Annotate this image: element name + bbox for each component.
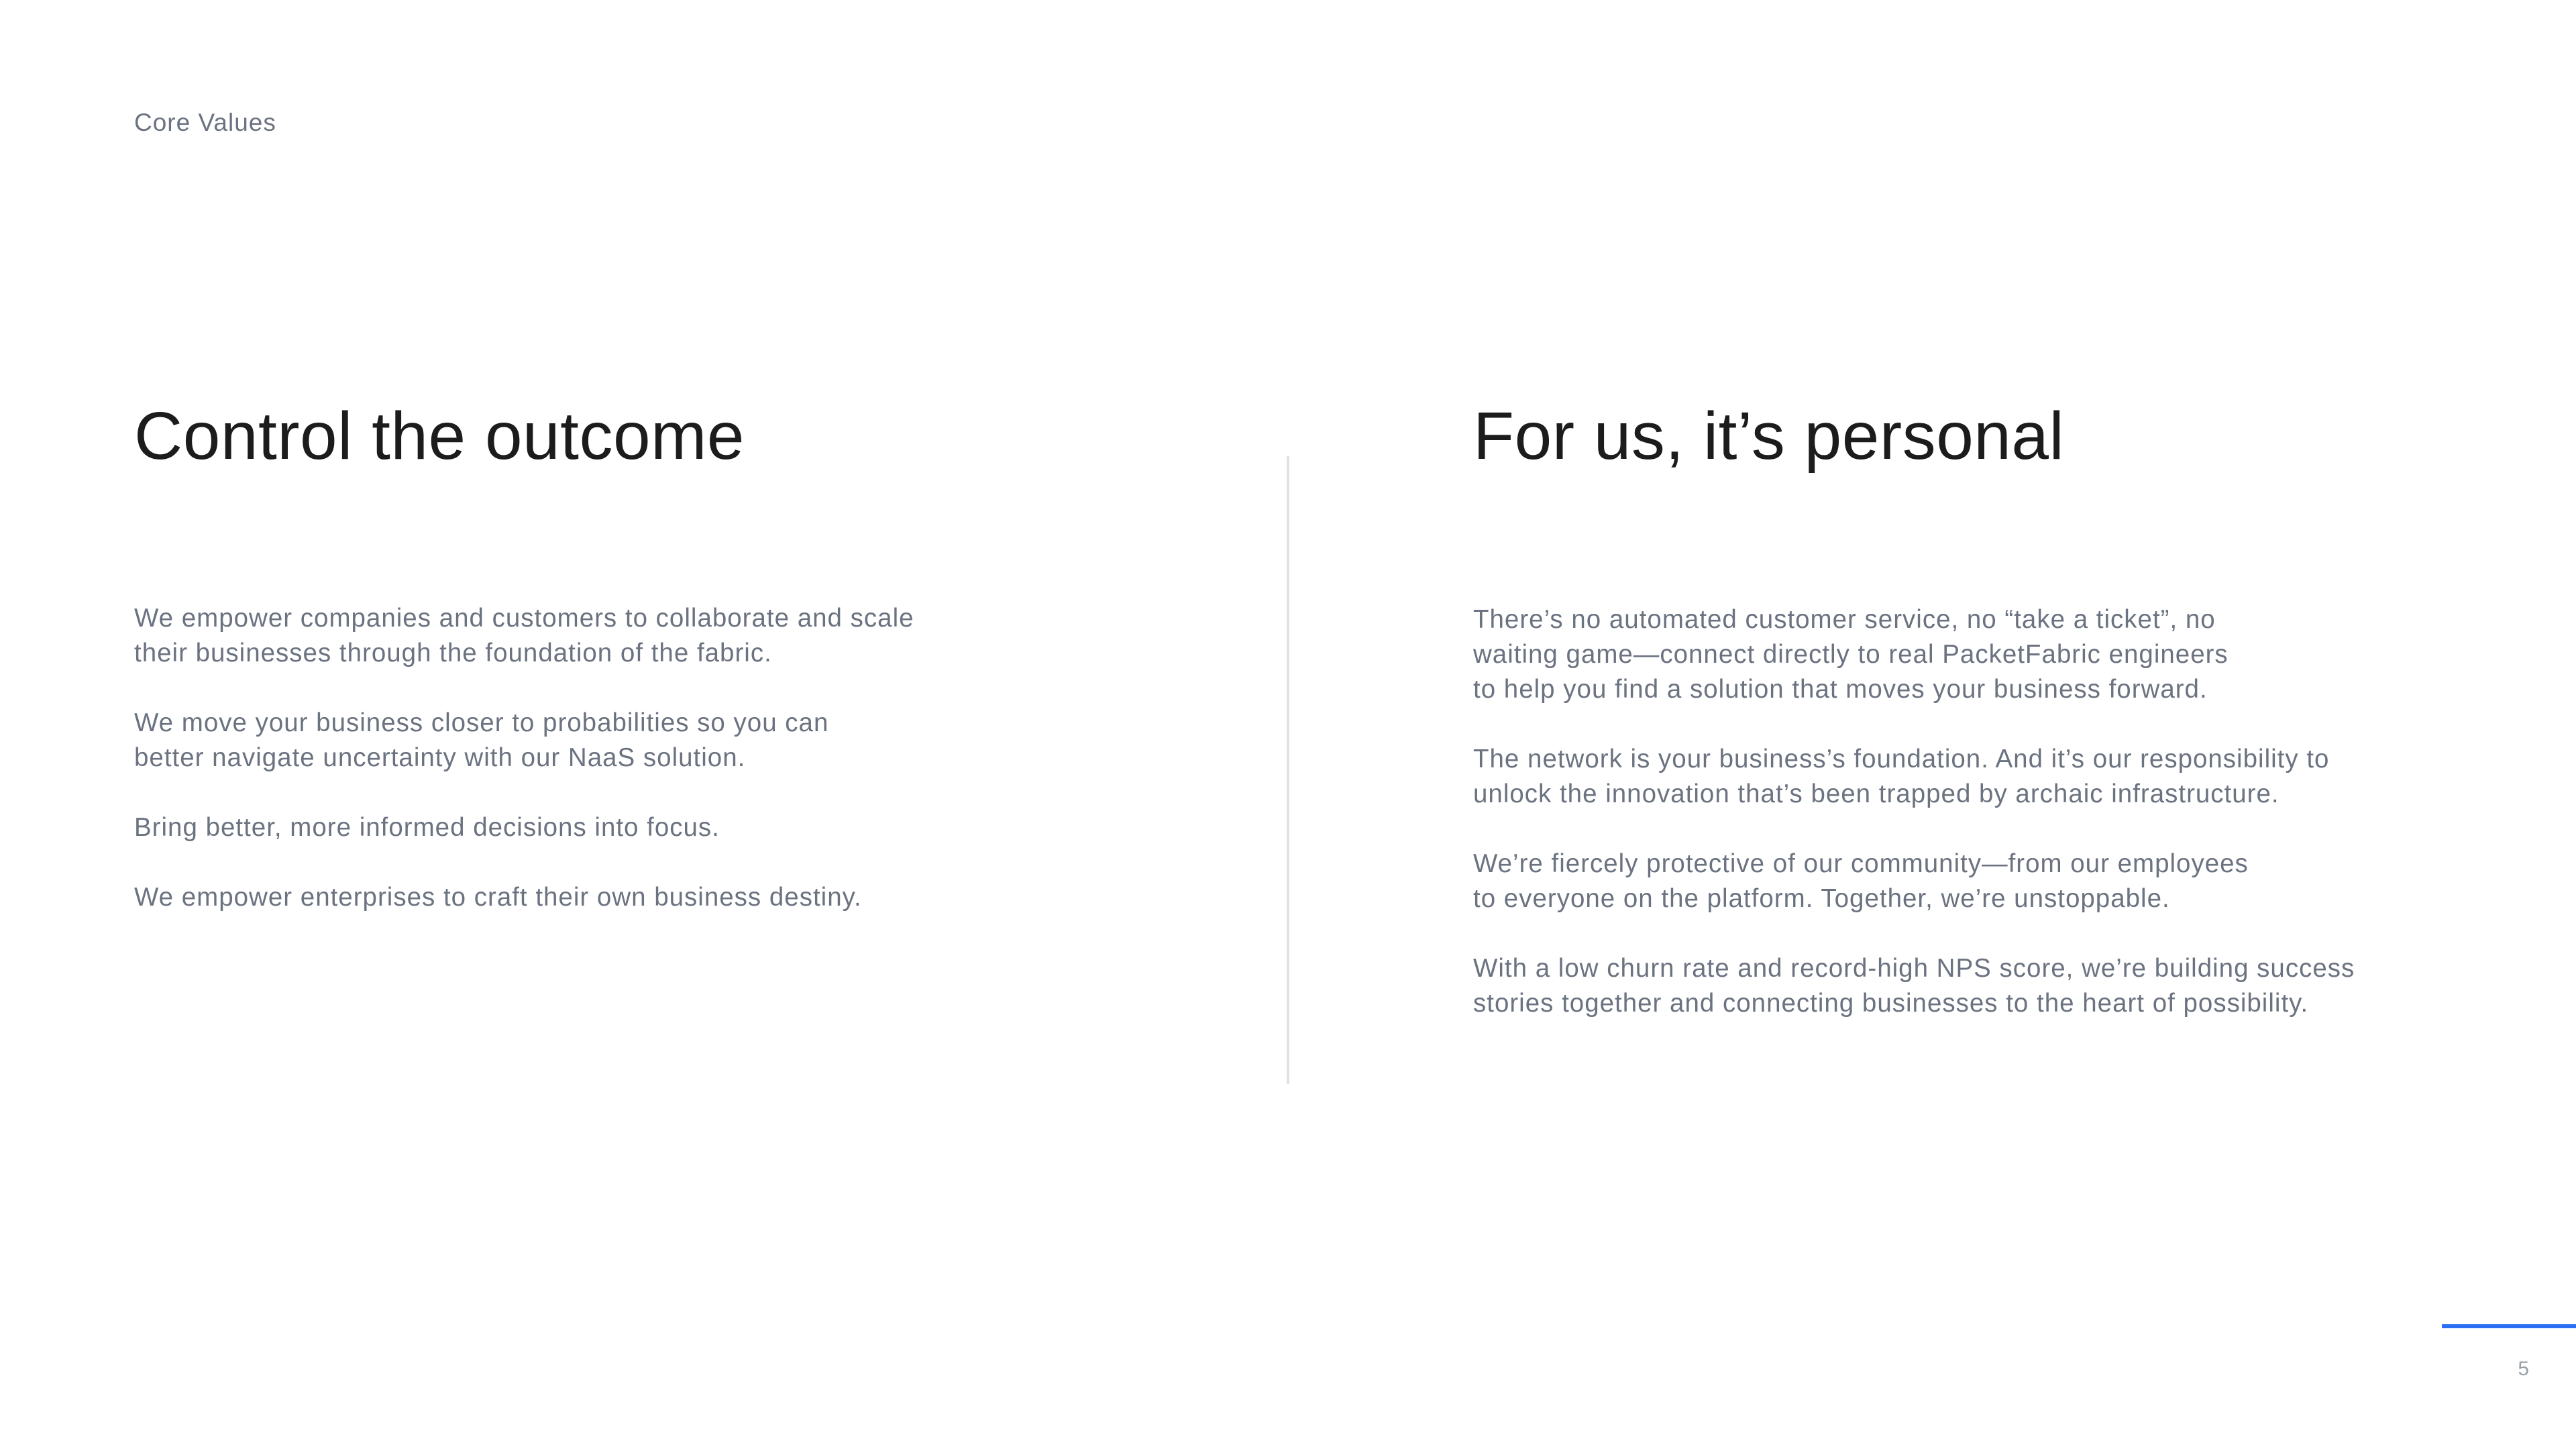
left-column-title: Control the outcome	[134, 398, 745, 474]
paragraph-line: We empower enterprises to craft their own business destiny.	[134, 883, 862, 912]
paragraph-line: unlock the innovation that’s been trapped by archaic infrastructure.	[1473, 780, 2279, 808]
left-paragraph	[134, 706, 1140, 775]
paragraph-line: The network is your business’s foundation. And it’s our responsibility to	[1473, 745, 2330, 773]
accent-line	[2442, 1324, 2576, 1328]
right-paragraph	[1473, 602, 2479, 707]
paragraph-line: With a low churn rate and record-high NPS score, we’re building success	[1473, 954, 2355, 983]
paragraph-line: Bring better, more informed decisions into focus.	[134, 813, 720, 842]
left-paragraph	[134, 880, 1140, 915]
right-column	[1473, 396, 2479, 1018]
page-number: 5	[2518, 1358, 2529, 1380]
left-column-body	[134, 601, 1140, 950]
right-paragraph	[1473, 951, 2479, 1021]
paragraph-line: stories together and connecting businesses to the heart of possibility.	[1473, 989, 2309, 1018]
paragraph-line: We move your business closer to probabilities so you can	[134, 708, 829, 737]
paragraph-line: There’s no automated customer service, no “take a ticket”, no	[1473, 605, 2216, 634]
paragraph-line: better navigate uncertainty with our NaaS solution.	[134, 743, 746, 772]
left-column	[134, 396, 1140, 912]
paragraph-line: to everyone on the platform. Together, we’re unstoppable.	[1473, 884, 2170, 913]
right-column-body	[1473, 602, 2479, 1056]
right-paragraph	[1473, 742, 2479, 812]
column-divider	[1287, 456, 1289, 1084]
right-paragraph	[1473, 847, 2479, 916]
paragraph-line: waiting game—connect directly to real PacketFabric engineers	[1473, 640, 2229, 669]
left-paragraph	[134, 810, 1140, 845]
paragraph-line: to help you find a solution that moves your business forward.	[1473, 675, 2208, 704]
paragraph-line: We’re fiercely protective of our community—from our employees	[1473, 849, 2249, 878]
section-label: Core Values	[134, 109, 276, 136]
paragraph-line: We empower companies and customers to collaborate and scale	[134, 604, 914, 633]
paragraph-line: their businesses through the foundation of the fabric.	[134, 639, 772, 667]
right-column-title: For us, it’s personal	[1473, 398, 2065, 474]
left-paragraph	[134, 601, 1140, 671]
